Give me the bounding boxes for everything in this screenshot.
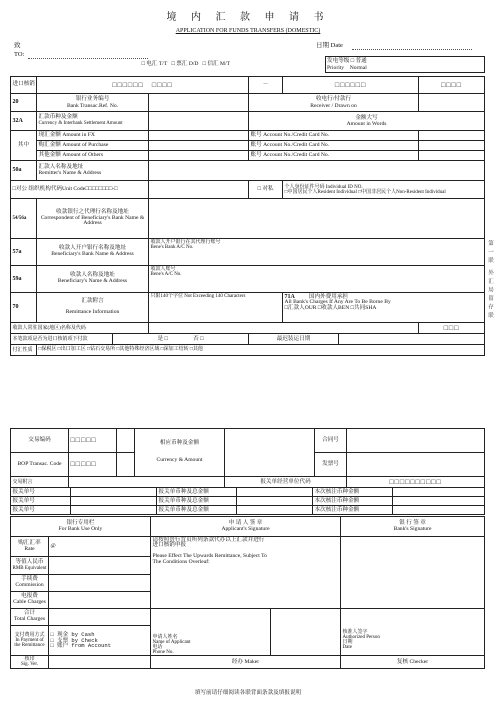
customs-table <box>10 487 485 515</box>
field-59a-num: 59a <box>11 266 37 293</box>
other-amount-input[interactable] <box>149 151 249 161</box>
charges-options[interactable]: □汇款人OUR □收款人BEN □共同SHA <box>284 304 377 311</box>
other-amount-label: 其他金额 Amount of Others <box>37 151 149 161</box>
bop-amount-label: 相应币种及金额 Currency & Amount <box>135 429 225 477</box>
field-20-label: 银行业务编号 Bank Transac.Ref. No. <box>37 94 149 112</box>
field-57a-num: 57a <box>11 239 37 266</box>
bene-bank-input[interactable]: 收款人开户银行在其代理行账号 Bene's Bank A/C No. <box>149 239 485 266</box>
remitter-name-input[interactable] <box>149 161 485 181</box>
total-input[interactable] <box>49 609 151 626</box>
declarant-code-label: 报关单经营单位代码 <box>225 477 347 488</box>
field-57a-label: 收款人开户银行名称及地址 Beneficiary's Bank Name & Address <box>37 239 149 266</box>
commission-input[interactable] <box>49 575 151 592</box>
customs-this-label-3: 本次核注币种金额 <box>313 506 393 515</box>
commission-label: 手续费 Commission <box>11 575 49 592</box>
signature-table <box>10 516 485 669</box>
customs-no-label-2: 报关单号 <box>11 497 71 506</box>
purchase-account-input[interactable] <box>419 141 485 151</box>
checker-label: 复核 Checker <box>341 656 485 669</box>
customs-this-label-2: 本次核注币种金额 <box>313 497 393 506</box>
to-label-cn: 致 <box>14 42 21 49</box>
customs-currency-label-2: 报关单币种及总金额 <box>157 497 237 506</box>
spot-amount-input[interactable] <box>149 131 249 141</box>
payment-nature-label: 付汇性质 <box>11 345 37 356</box>
verify-boxes-3[interactable]: □□□□ <box>419 77 485 94</box>
to-label-en: TO: <box>14 51 25 58</box>
date-label: 日期 Date <box>316 42 343 49</box>
cable-label: 电报费 Cable Charges <box>11 592 49 609</box>
receiver-label: 收电行/付款行 Receiver / Drawn on <box>249 94 419 112</box>
bop-code-label: 交易编码 <box>11 429 69 453</box>
form-title-en: APPLICATION FOR FUNDS TRANSFERS (DOMESTIC) <box>175 28 321 34</box>
contract-input[interactable] <box>347 429 485 453</box>
currency-amount-input[interactable] <box>149 112 249 131</box>
other-account-input[interactable] <box>419 151 485 161</box>
verify-boxes-2[interactable]: □□□□□□ <box>283 77 419 94</box>
bop-code-boxes-1[interactable]: □□□□□ <box>69 429 117 453</box>
field-50a-num: 50a <box>11 161 37 181</box>
remittance-info-input[interactable]: 只限140个字位 Not Exceeding 140 Characters <box>149 293 283 323</box>
remitter-public[interactable]: □对公 组织机构代码Unit Code□□□□□□□□-□ <box>11 181 149 199</box>
import-verify-label: 进口核销 <box>11 77 37 94</box>
bop-table <box>10 428 485 488</box>
field-32a-num: 32A <box>11 112 37 131</box>
customs-currency-label-3: 报关单币种及总金额 <box>157 506 237 515</box>
footer-note: 填写前请仔细阅读各联背面条款及填报说明 <box>194 690 302 696</box>
invoice-input[interactable] <box>347 453 485 477</box>
applicant-name-phone: 申请人姓名 Name of Applicant 电话 Phone No. <box>151 609 271 656</box>
field-59a-label: 收款人名称及地址 Beneficiary's Name & Address <box>37 266 149 293</box>
cable-input[interactable] <box>49 592 151 609</box>
transac-postscript-input[interactable] <box>69 477 225 488</box>
declarant-code-boxes[interactable]: □□□□□□□□□□ <box>347 477 485 488</box>
transac-postscript-label: 交易附言 <box>11 477 69 488</box>
latest-date-input[interactable] <box>339 334 485 345</box>
field-70-num: 70 <box>11 293 37 323</box>
spot-amount-label: 现汇金额 Amount in FX <box>37 131 149 141</box>
rate-input[interactable]: @ <box>49 537 151 557</box>
amount-words-label: 金额大写 Amount in Words <box>249 112 485 131</box>
copy-side-note: 第一联 外汇局留存联 <box>487 240 493 321</box>
transfer-type-options[interactable] <box>140 57 325 73</box>
pay-account-checkbox[interactable]: □ 账户 from Account <box>50 642 112 650</box>
customs-no-label-1: 报关单号 <box>11 488 71 497</box>
verify-boxes-1[interactable]: □□□□□□ □□□□ <box>37 77 249 94</box>
pay-check-checkbox[interactable]: □ 支票 by Check <box>50 636 98 644</box>
bop-code-boxes-2[interactable]: □□□□□ <box>69 453 117 477</box>
tt-checkbox[interactable]: □ 电汇 T/T <box>141 61 168 68</box>
receiver-input[interactable] <box>419 94 485 112</box>
correspondent-input[interactable] <box>149 199 485 239</box>
payment-method-label: 支付费用方式 In Payment of the Remittance <box>11 626 49 656</box>
rmb-input[interactable] <box>49 557 151 575</box>
mt-checkbox[interactable]: □ 信汇 M/T <box>202 61 230 68</box>
purchase-account-label: 账号 Account No./Credit Card No. <box>249 141 419 151</box>
contract-label: 合同号 <box>315 429 347 453</box>
charges-cell[interactable]: 71A 国内外费用承担 All Bank's Charges If Any Are To Be Borne By □汇款人OUR □收款人BEN □共同SHA <box>283 293 485 323</box>
pay-cash-checkbox[interactable]: □ 现金 by Cash <box>50 631 95 639</box>
purchase-amount-label: 购汇金额 Amount of Purchase <box>37 141 149 151</box>
sig-verify-input[interactable] <box>49 656 151 669</box>
bank-ref-input[interactable] <box>149 94 249 112</box>
customs-this-label-1: 本次核注币种金额 <box>313 488 393 497</box>
applicant-name-input[interactable] <box>271 609 341 656</box>
advance-question: 本笔款项是否为进口核销项下付款 <box>11 334 113 345</box>
of-which-label: 其中 <box>11 131 37 161</box>
main-form-table: 进口核销 □□□□□□ □□□□ － □□□□□□ □□□□ 20 银行业务编号 Bank Transac.Ref. No. 收电行/付款行 Receiver / Drawn on 32A 汇款币种及金额 Currency & Interbank Settlement Amount 金额大写 Amount in Words 其中 现汇金额 Amount in FX 账号 Account No./Credit Card No. 购汇金额 Amount of Purchase 账号 Account No./Credit Card No. 其他金额 Amount of Others 账号 Account No./Credit Card No. 50a 汇款人名称及地址 Remitter's Name & Address □对公 组织机构代码Unit Code□□□□□□□□-□ □ 对私 个人身份证件号码 Individual ID NO. □中国居民个人Resident Individual □中国非居民个人Non-Resident Individual 54/56a 收款银行之代理行名称及地址 Correspondent of Beneficiary's Bank Name & Address 57a 收款人开户银行名称及地址 Beneficiary's Bank Name & Address 收款人开户银行在其代理行账号 Bene's Bank A/C No. 59a 收款人名称及地址 Beneficiary's Name & Address 收款人账号 Bene's A/C No. 70 汇款附言 Remittance Information 只限140个字位 Not Exceeding 140 Characters 71A 国内外费用承担 All Bank's Charges If Any Are To Be Borne By □汇款人OUR □收款人BEN □共同SHA 收款人常驻国家(地区)名称及代码 □□□ 本笔款项是否为进口核销项下付款 是 □ 否 □ 最迟装运日期 付汇性质 □保税区 □出口加工区 □钻石交易所 □其他特殊经济区域 □深加工结转 □其他 <box>10 76 485 356</box>
field-54-label: 收款银行之代理行名称及地址 Correspondent of Beneficiary's Bank Name & Address <box>37 199 149 239</box>
spot-account-label: 账号 Account No./Credit Card No. <box>249 131 419 141</box>
field-54-num: 54/56a <box>11 199 37 239</box>
purchase-amount-input[interactable] <box>149 141 249 151</box>
field-50a-label: 汇款人名称及地址 Remitter's Name & Address <box>37 161 149 181</box>
payment-nature-options[interactable]: □保税区 □出口加工区 □钻石交易所 □其他特殊经济区域 □深加工结转 □其他 <box>37 345 485 356</box>
field-70-label: 汇款附言 Remittance Information <box>37 293 149 323</box>
bop-code-label-en: BOP Transac. Code <box>11 453 69 477</box>
remitter-private[interactable]: □ 对私 <box>249 181 283 199</box>
applicant-statement: 请按照贵行背页所列条款代办以上汇款并进行 进口核销申报 Please Effect The Upwards Remittance, Subject To The Conditions Overleaf: <box>151 537 341 609</box>
transfer-type-table <box>10 56 485 73</box>
applicant-sig-header: 申 请 人 签 章 Applicant's Signature <box>151 517 341 537</box>
other-account-label: 账号 Account No./Credit Card No. <box>249 151 419 161</box>
sig-verify-label: 核印 Sig. Ver. <box>11 656 49 669</box>
advance-yes[interactable]: 是 □ 否 □ <box>113 334 249 345</box>
customs-currency-label-1: 报关单币种及总金额 <box>157 488 237 497</box>
rate-label: 购汇汇率 Rate <box>11 537 49 557</box>
maker-label: 经办 Maker <box>151 656 341 669</box>
total-label: 合计 Total Charges <box>11 609 49 626</box>
remitter-id-block: 个人身份证件号码 Individual ID NO. □中国居民个人Resident Individual □中国非居民个人Non-Resident Individual <box>283 181 485 199</box>
latest-date-label: 最迟装运日期 <box>249 334 339 345</box>
date-line <box>352 49 472 50</box>
payee-country-boxes[interactable]: □□□ <box>419 323 485 334</box>
field-32a-label: 汇款币种及金额 Currency & Interbank Settlement Amount <box>37 112 149 131</box>
customs-no-label-3: 报关单号 <box>11 506 71 515</box>
payee-country-label: 收款人常驻国家(地区)名称及代码 <box>11 323 149 334</box>
bank-sig-area[interactable] <box>341 537 485 609</box>
rmb-label: 等值人民币 RMB Equivalent <box>11 557 49 575</box>
bene-name-input[interactable]: 收款人账号 Bene's A/C No. <box>149 266 485 293</box>
bank-sig-header: 银 行 签 章 Bank's Signature <box>341 517 485 537</box>
dd-checkbox[interactable]: □ 票汇 D/D <box>171 61 199 68</box>
priority-cell[interactable]: 发电等级 □ 普通 Priority Normal <box>325 57 484 73</box>
bop-amount-input[interactable] <box>225 429 315 477</box>
bank-authorized-block: 核准人签字 Authorized Person 日期 Date <box>341 609 485 656</box>
payment-method-options[interactable] <box>49 626 151 656</box>
form-title-cn: 境 内 汇 款 申 请 书 <box>166 12 330 23</box>
invoice-label: 发票号 <box>315 453 347 477</box>
field-20-num: 20 <box>11 94 37 112</box>
bank-use-header: 银行专用栏 For Bank Use Only <box>11 517 151 537</box>
spot-account-input[interactable] <box>419 131 485 141</box>
